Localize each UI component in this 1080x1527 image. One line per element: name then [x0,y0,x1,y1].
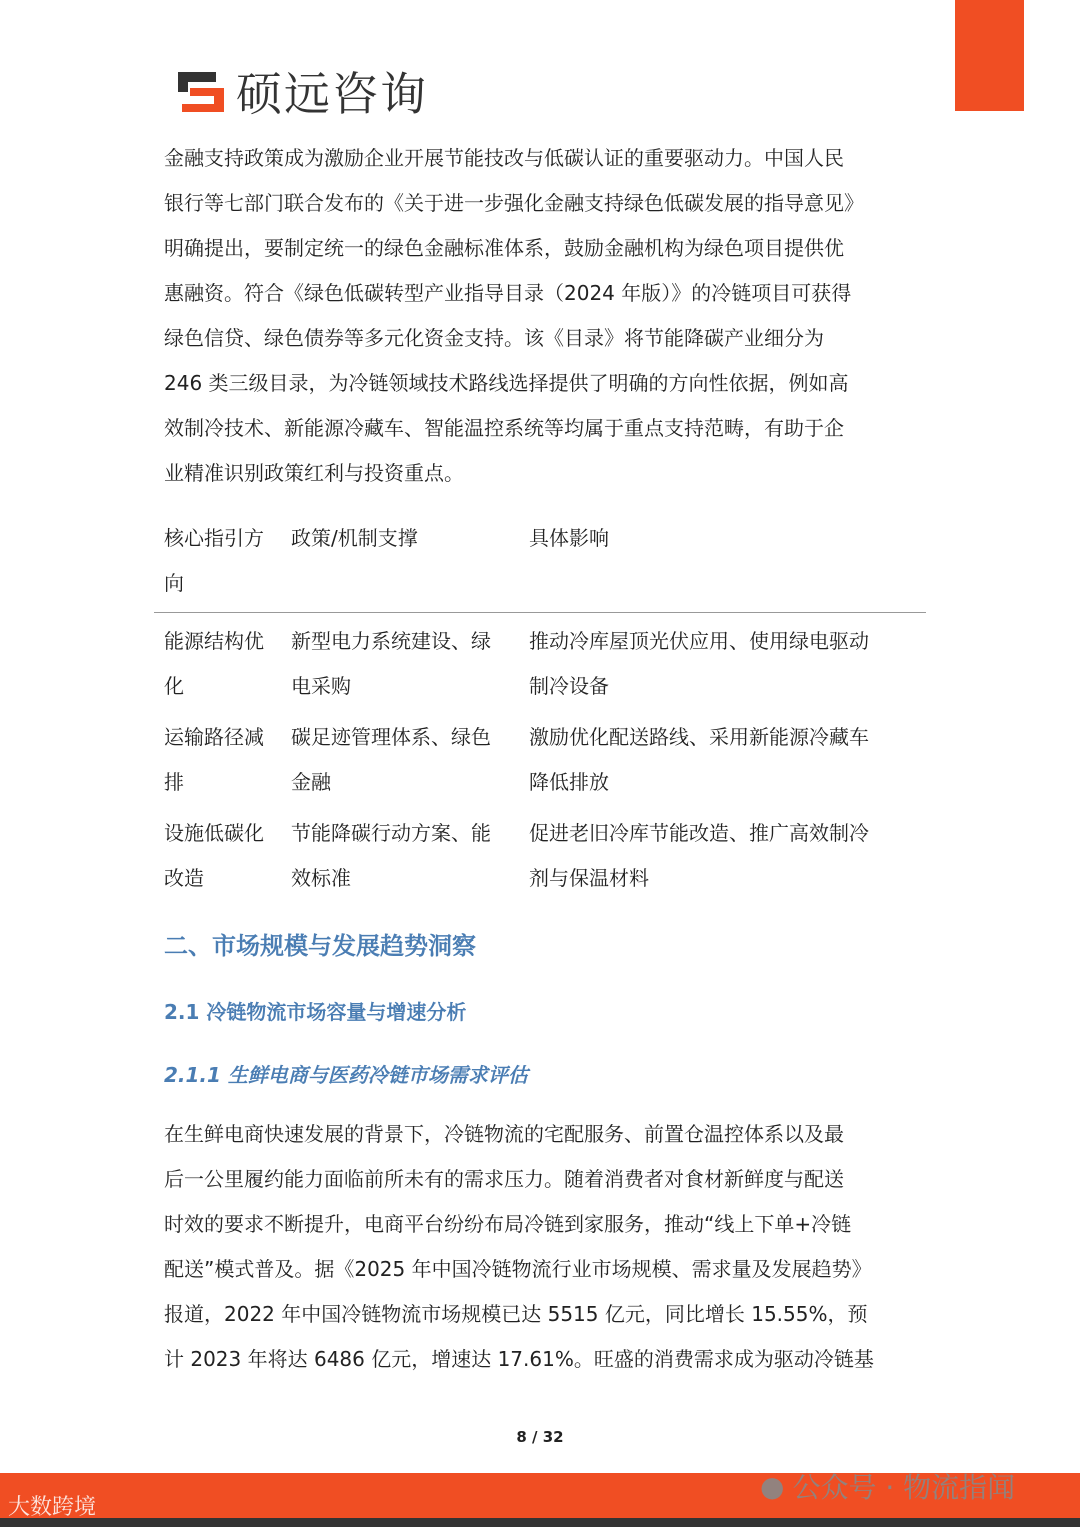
cell-line: 新型电力系统建设、绿 [291,629,491,653]
table-row [154,715,926,805]
cell-line: 运输路径减 [164,725,264,749]
text-line: 报道，2022 年中国冷链物流市场规模已达 5515 亿元，同比增长 15.55%，预 [164,1302,868,1326]
watermark-left-text: 大数跨境 [8,1495,97,1520]
table-header-row [154,516,926,613]
cell-line: 电采购 [291,674,351,698]
text-line: 在生鲜电商快速发展的背景下，冷链物流的宅配服务、前置仓温控体系以及最 [164,1122,844,1146]
text-line: 惠融资。符合《绿色低碳转型产业指导目录（2024 年版）》的冷链项目可获得 [164,281,852,305]
text-line: 效制冷技术、新能源冷藏车、智能温控系统等均属于重点支持范畴，有助于企 [164,416,844,440]
text-line: 后一公里履约能力面临前所未有的需求压力。随着消费者对食材新鲜度与配送 [164,1167,844,1191]
cell-line: 向 [164,571,184,595]
footer-dark-strip [0,1518,1080,1527]
cell-line: 节能降碳行动方案、能 [291,821,491,845]
corner-accent-tab [955,0,1024,111]
table-cell [291,619,529,709]
cell-line: 化 [164,674,184,698]
cell-line: 政策/机制支撑 [291,526,418,550]
table-cell [529,811,926,901]
table-cell [154,811,291,901]
table-cell [154,715,291,805]
subsubsection-heading: 2.1.1 生鲜电商与医药冷链市场需求评估 [164,1063,528,1087]
cell-line: 推动冷库屋顶光伏应用、使用绿电驱动 [529,629,869,653]
cell-line: 效标准 [291,866,351,890]
table-row [154,619,926,709]
cell-line: 金融 [291,770,331,794]
cell-line: 设施低碳化 [164,821,264,845]
watermark-right-text: 公众号 · 物流指闻 [792,1471,1016,1504]
cell-line: 具体影响 [529,526,609,550]
text-line: 246 类三级目录，为冷链领域技术路线选择提供了明确的方向性依据，例如高 [164,371,849,395]
paragraph-market-demand [164,1112,924,1382]
text-line: 配送”模式普及。据《2025 年中国冷链物流行业市场规模、需求量及发展趋势》 [164,1257,872,1281]
cell-line: 剂与保温材料 [529,866,649,890]
subsection-heading: 2.1 冷链物流市场容量与增速分析 [164,1000,467,1024]
cell-line: 改造 [164,866,204,890]
text-line: 绿色信贷、绿色债券等多元化资金支持。该《目录》将节能降碳产业细分为 [164,326,824,350]
table-cell [291,811,529,901]
page-number: 8 / 32 [516,1428,564,1446]
watermark-left [8,1490,96,1521]
paragraph-green-finance [164,136,924,496]
header-cell [291,516,529,606]
cell-line: 激励优化配送路线、采用新能源冷藏车 [529,725,869,749]
brand-name: 硕远咨询 [236,67,428,121]
text-line: 业精准识别政策红利与投资重点。 [164,461,464,485]
table-cell [529,715,926,805]
header-cell [529,516,926,606]
table-row [154,811,926,901]
policy-table [154,516,926,901]
table-cell [291,715,529,805]
cell-line: 核心指引方 [164,526,264,550]
header-cell [154,516,291,606]
table-cell [154,619,291,709]
wechat-icon: ● [760,1469,785,1503]
text-line: 银行等七部门联合发布的《关于进一步强化金融支持绿色低碳发展的指导意见》 [164,191,864,215]
table-cell [529,619,926,709]
cell-line: 降低排放 [529,770,609,794]
logo-mark-icon [176,66,226,116]
watermark-right [760,1466,1015,1506]
cell-line: 促进老旧冷库节能改造、推广高效制冷 [529,821,869,845]
text-line: 计 2023 年将达 6486 亿元，增速达 17.61%。旺盛的消费需求成为驱动冷链基 [164,1347,874,1371]
text-line: 时效的要求不断提升，电商平台纷纷布局冷链到家服务，推动“线上下单+冷链 [164,1212,852,1236]
text-line: 金融支持政策成为激励企业开展节能技改与低碳认证的重要驱动力。中国人民 [164,146,844,170]
cell-line: 排 [164,770,184,794]
brand-logo [176,58,428,124]
section-heading: 二、市场规模与发展趋势洞察 [164,932,476,960]
cell-line: 碳足迹管理体系、绿色 [291,725,491,749]
cell-line: 制冷设备 [529,674,609,698]
cell-line: 能源结构优 [164,629,264,653]
text-line: 明确提出，要制定统一的绿色金融标准体系，鼓励金融机构为绿色项目提供优 [164,236,844,260]
